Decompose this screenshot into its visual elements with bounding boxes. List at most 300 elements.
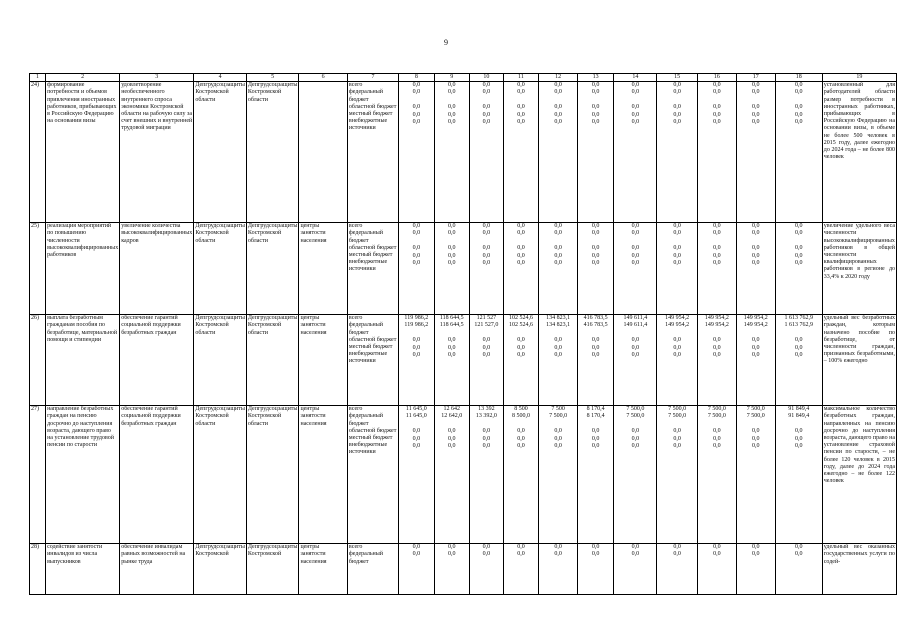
value-line: 0,0 <box>447 442 456 449</box>
value-cell-stack <box>777 406 821 450</box>
value-line: 0,0 <box>412 223 421 230</box>
value-line: 0,0 <box>482 223 491 230</box>
value-cell-stack <box>658 82 696 126</box>
value-line: 0,0 <box>412 252 421 259</box>
result-indicator: максимальное количество безработных граждан, направленных на пенсию досрочно до наступления возраста, дающего право на установление страховой пенсии по старости, – не более 120 человек в 2015 году, далее до 2024 года ежегодно – не более 122 человек <box>822 406 896 544</box>
value-line: 0,0 <box>412 118 421 125</box>
value-cell <box>434 544 469 595</box>
value-line: 0,0 <box>631 230 640 237</box>
value-cell <box>399 406 434 544</box>
value-line: 0,0 <box>751 337 760 344</box>
value-cell <box>736 544 775 595</box>
value-line: 8 170,4 <box>586 413 605 420</box>
value-line: 0,0 <box>591 544 600 551</box>
value-line: 0,0 <box>673 89 681 96</box>
value-cell <box>697 82 736 223</box>
value-line: 0,0 <box>412 230 421 237</box>
value-line: 0,0 <box>751 252 760 259</box>
value-line: 0,0 <box>554 111 562 118</box>
value-line: 0,0 <box>794 82 803 89</box>
value-line: 0,0 <box>751 351 760 358</box>
value-line: 134 823,1 <box>546 322 571 329</box>
value-cell <box>657 223 698 315</box>
value-line: 0,0 <box>517 245 525 252</box>
participants-text <box>299 82 347 223</box>
value-cell-stack <box>658 315 696 359</box>
value-line: 0,0 <box>794 428 803 435</box>
value-cell-stack <box>505 82 537 126</box>
value-cell <box>399 82 434 223</box>
value-line: 0,0 <box>713 351 721 358</box>
value-cell-stack <box>615 82 655 126</box>
value-cell <box>434 82 469 223</box>
funding-source-label: местный бюджет <box>348 111 393 118</box>
value-cell <box>469 223 503 315</box>
value-cell-stack <box>699 544 735 558</box>
value-cell <box>578 315 614 406</box>
value-line: 0,0 <box>412 111 421 118</box>
responsible-text: Депгрудсоцзащиты Костромской <box>246 544 299 595</box>
value-line: 0,0 <box>591 111 600 118</box>
value-cell-stack <box>471 315 502 359</box>
executor-text: Депгрудсоцзащиты Костромской области <box>194 82 247 223</box>
value-line: 0,0 <box>794 230 803 237</box>
funding-source-label: федеральный бюджет <box>348 322 384 336</box>
value-cell-stack <box>400 544 432 558</box>
value-line: 0,0 <box>591 223 600 230</box>
task-text: обеспечение гарантий социальной поддержки безработных граждан <box>120 315 194 406</box>
value-cell <box>614 406 657 544</box>
value-line: 0,0 <box>794 435 803 442</box>
value-cell <box>469 406 503 544</box>
value-line: 7 500,0 <box>549 413 568 420</box>
value-line: 0,0 <box>794 544 803 551</box>
value-line: 0,0 <box>673 223 681 230</box>
responsible-text: Депгрудсоцзащиты Костромской области <box>246 315 299 406</box>
responsible-text: Депгрудсоцзащиты Костромской области <box>246 223 299 315</box>
value-line: 0,0 <box>482 89 491 96</box>
value-line: 0,0 <box>713 82 721 89</box>
value-line: 0,0 <box>554 337 562 344</box>
value-cell-stack <box>400 82 432 126</box>
value-cell-stack <box>615 406 655 450</box>
value-line: 0,0 <box>591 230 600 237</box>
value-cell-stack <box>615 223 655 267</box>
value-cell-stack <box>699 406 735 450</box>
column-header: 7 <box>347 74 398 82</box>
funding-source-label: всего <box>348 406 363 413</box>
value-cell-stack <box>615 544 655 558</box>
value-line: 0,0 <box>447 82 456 89</box>
value-cell <box>434 406 469 544</box>
value-line: 0,0 <box>517 344 525 351</box>
value-line: 7 500 <box>551 406 565 413</box>
value-cell-stack <box>658 406 696 450</box>
value-line: 0,0 <box>713 245 721 252</box>
task-text: удовлетворение необеспеченного внутреннего спроса экономики Костромской области на рабочую силу за счет внешних и внутренней трудовой миграции <box>120 82 194 223</box>
participants-text: центры занятости населения <box>299 315 347 406</box>
value-line: 0,0 <box>591 252 600 259</box>
value-cell <box>775 82 822 223</box>
value-line: 0,0 <box>794 111 803 118</box>
value-cell-stack <box>436 82 468 126</box>
value-line: 0,0 <box>794 351 803 358</box>
value-line: 0,0 <box>517 435 525 442</box>
value-line: 149 954,2 <box>704 322 729 329</box>
value-cell-stack <box>436 315 468 359</box>
value-line: 0,0 <box>751 344 760 351</box>
value-cell-stack <box>471 406 502 450</box>
value-line: 0,0 <box>713 259 721 266</box>
value-line: 0,0 <box>482 111 491 118</box>
value-line: 0,0 <box>482 230 491 237</box>
column-header: 13 <box>578 74 614 82</box>
value-cell-stack <box>738 82 774 126</box>
value-line: 0,0 <box>447 351 456 358</box>
value-line: 416 783,5 <box>583 315 608 322</box>
value-cell-stack <box>579 315 612 359</box>
value-line: 0,0 <box>631 118 640 125</box>
value-line: 0,0 <box>447 435 456 442</box>
value-line: 0,0 <box>517 252 525 259</box>
value-line: 0,0 <box>631 82 640 89</box>
value-line: 0,0 <box>631 259 640 266</box>
value-line: 0,0 <box>713 344 721 351</box>
value-line: 0,0 <box>447 551 456 558</box>
value-line: 0,0 <box>554 223 562 230</box>
measure-name: направление безработных граждан на пенсию досрочно до наступления возраста, дающего право на установление трудовой пенсии по старости <box>46 406 120 544</box>
measure-name: содействие занятости инвалидов из числа выпускников <box>46 544 120 595</box>
value-line: 0,0 <box>631 544 640 551</box>
value-line: 0,0 <box>517 551 525 558</box>
value-line: 91 849,4 <box>788 406 810 413</box>
value-line: 149 611,4 <box>623 322 648 329</box>
value-line: 0,0 <box>517 89 525 96</box>
funding-sources-cell <box>347 315 398 406</box>
task-text: увеличение количества высококвалифицированных кадров <box>120 223 194 315</box>
task-text: обеспечение инвалидам равных возможностей на рынке труда <box>120 544 194 595</box>
value-cell <box>775 544 822 595</box>
funding-source-label: внебюджетные источники <box>348 259 388 273</box>
value-line: 0,0 <box>412 82 421 89</box>
value-line: 0,0 <box>447 223 456 230</box>
value-cell-stack <box>777 544 821 558</box>
funding-source-label: всего <box>348 315 363 322</box>
measure-name: формирование потребности и объемов привлечения иностранных работников, прибывающих в Российскую Федерацию на основании визы <box>46 82 120 223</box>
value-line: 0,0 <box>554 82 562 89</box>
value-line: 0,0 <box>517 230 525 237</box>
value-line: 8 170,4 <box>586 406 605 413</box>
value-line: 0,0 <box>751 259 760 266</box>
value-line: 0,0 <box>673 104 681 111</box>
value-cell <box>578 544 614 595</box>
value-line: 0,0 <box>794 442 803 449</box>
value-line: 0,0 <box>673 344 681 351</box>
value-cell <box>736 406 775 544</box>
value-line: 0,0 <box>713 337 721 344</box>
value-line: 0,0 <box>751 118 760 125</box>
value-line: 1 613 762,9 <box>784 322 813 329</box>
column-header: 3 <box>120 74 194 82</box>
column-header: 18 <box>775 74 822 82</box>
value-line: 0,0 <box>713 118 721 125</box>
value-line: 0,0 <box>673 428 681 435</box>
funding-source-label: федеральный бюджет <box>348 413 384 427</box>
column-header: 1 <box>30 74 46 82</box>
column-header: 4 <box>194 74 247 82</box>
funding-source-label: областной бюджет <box>348 103 397 110</box>
row-number: 27) <box>30 406 46 544</box>
value-cell <box>614 223 657 315</box>
value-cell-stack <box>699 315 735 359</box>
value-line: 0,0 <box>673 230 681 237</box>
page-number: 9 <box>444 38 448 47</box>
column-header: 6 <box>299 74 347 82</box>
value-line: 0,0 <box>447 252 456 259</box>
value-cell-stack <box>777 223 821 267</box>
value-line: 0,0 <box>713 111 721 118</box>
value-cell <box>736 223 775 315</box>
value-line: 0,0 <box>482 428 491 435</box>
value-line: 0,0 <box>517 118 525 125</box>
value-line: 0,0 <box>591 259 600 266</box>
value-line: 0,0 <box>447 428 456 435</box>
value-line: 0,0 <box>794 337 803 344</box>
value-line: 0,0 <box>412 245 421 252</box>
value-line: 0,0 <box>554 428 562 435</box>
value-line: 0,0 <box>751 442 760 449</box>
value-line: 0,0 <box>794 223 803 230</box>
value-line: 0,0 <box>713 428 721 435</box>
value-cell-stack <box>436 406 468 450</box>
funding-source-label: всего <box>348 544 363 551</box>
column-header: 14 <box>614 74 657 82</box>
value-line: 0,0 <box>482 551 491 558</box>
value-line: 0,0 <box>482 82 491 89</box>
value-line: 0,0 <box>517 223 525 230</box>
value-line: 0,0 <box>482 442 491 449</box>
participants-text: центры занятости населения <box>299 544 347 595</box>
value-cell-stack <box>777 82 821 126</box>
column-header: 2 <box>46 74 120 82</box>
value-cell <box>578 406 614 544</box>
value-line: 7 500,0 <box>707 413 726 420</box>
value-line: 0,0 <box>631 442 640 449</box>
executor-text: Депгрудсоцзащиты Костромской области <box>194 223 247 315</box>
value-line: 0,0 <box>751 223 760 230</box>
value-cell-stack <box>738 315 774 359</box>
value-line: 0,0 <box>447 111 456 118</box>
table-row <box>30 223 897 315</box>
value-line: 0,0 <box>482 351 491 358</box>
value-cell <box>503 406 538 544</box>
value-cell-stack <box>738 223 774 267</box>
value-cell <box>503 223 538 315</box>
value-line: 0,0 <box>412 344 421 351</box>
value-cell <box>399 223 434 315</box>
result-indicator: увеличение удельного веса численности высококвалифицированных работников в общей численности квалифицированных работников в регионе до 33,4% к 2020 году <box>822 223 896 315</box>
value-line: 0,0 <box>482 544 491 551</box>
value-line: 0,0 <box>591 104 600 111</box>
value-cell <box>469 315 503 406</box>
task-text: обеспечение гарантий социальной поддержки безработных граждан <box>120 406 194 544</box>
value-line: 0,0 <box>673 245 681 252</box>
value-cell <box>469 82 503 223</box>
funding-sources-cell <box>347 82 398 223</box>
value-line: 0,0 <box>794 551 803 558</box>
value-line: 0,0 <box>794 259 803 266</box>
value-cell <box>657 315 698 406</box>
value-line: 0,0 <box>591 442 600 449</box>
value-line: 0,0 <box>517 544 525 551</box>
value-cell-stack <box>579 223 612 267</box>
value-line: 0,0 <box>554 104 562 111</box>
value-line: 0,0 <box>482 252 491 259</box>
value-cell-stack <box>777 315 821 359</box>
value-line: 0,0 <box>713 104 721 111</box>
value-line: 0,0 <box>482 435 491 442</box>
column-number-row <box>30 74 897 82</box>
value-cell-stack <box>400 223 432 267</box>
value-cell-stack <box>615 315 655 359</box>
executor-text: Депгрудсоцзащиты Костромской области <box>194 315 247 406</box>
value-line: 119 986,2 <box>404 315 429 322</box>
executor-text: Депгрудсоцзащиты Костромской <box>194 544 247 595</box>
value-line: 0,0 <box>554 551 562 558</box>
value-line: 0,0 <box>447 259 456 266</box>
value-line: 0,0 <box>591 89 600 96</box>
value-line: 0,0 <box>554 118 562 125</box>
value-line: 0,0 <box>713 551 721 558</box>
value-cell <box>578 82 614 223</box>
value-cell <box>775 223 822 315</box>
value-cell-stack <box>540 544 576 558</box>
value-line: 0,0 <box>751 104 760 111</box>
value-cell-stack <box>540 315 576 359</box>
row-number: 25) <box>30 223 46 315</box>
table-row <box>30 544 897 595</box>
value-line: 119 986,2 <box>404 322 429 329</box>
participants-text: центры занятости населения <box>299 223 347 315</box>
value-line: 0,0 <box>482 259 491 266</box>
value-line: 0,0 <box>673 544 681 551</box>
value-cell-stack <box>400 315 432 359</box>
value-line: 149 954,2 <box>743 315 768 322</box>
value-cell-stack <box>738 406 774 450</box>
value-line: 8 500 <box>514 406 528 413</box>
column-header: 11 <box>503 74 538 82</box>
row-number: 28) <box>30 544 46 595</box>
column-header: 9 <box>434 74 469 82</box>
value-line: 0,0 <box>631 344 640 351</box>
value-cell <box>736 315 775 406</box>
result-indicator: установленный для работодателей области размер потребности в иностранных работниках, прибывающих в Российскую Федерацию на основании визы, в объеме не более 500 человек в 2015 году, далее ежегодно до 2024 года – не более 800 человек <box>822 82 896 223</box>
value-line: 0,0 <box>794 252 803 259</box>
value-cell <box>539 82 578 223</box>
value-cell <box>697 315 736 406</box>
value-line: 0,0 <box>751 230 760 237</box>
value-line: 0,0 <box>673 252 681 259</box>
value-cell-stack <box>699 82 735 126</box>
value-line: 0,0 <box>794 245 803 252</box>
value-cell-stack <box>505 315 537 359</box>
value-cell <box>399 315 434 406</box>
value-line: 0,0 <box>751 435 760 442</box>
value-line: 0,0 <box>591 245 600 252</box>
value-line: 0,0 <box>447 344 456 351</box>
funding-source-label: областной бюджет <box>348 336 397 343</box>
value-line: 0,0 <box>751 551 760 558</box>
value-line: 0,0 <box>412 104 421 111</box>
value-line: 149 954,2 <box>665 315 690 322</box>
value-line: 0,0 <box>447 89 456 96</box>
value-line: 0,0 <box>631 337 640 344</box>
value-line: 0,0 <box>591 435 600 442</box>
column-header: 17 <box>736 74 775 82</box>
value-cell-stack <box>471 223 502 267</box>
value-line: 7 500,0 <box>746 413 765 420</box>
funding-sources-cell <box>347 223 398 315</box>
value-line: 134 823,1 <box>546 315 571 322</box>
funding-source-label: местный бюджет <box>348 435 393 442</box>
value-cell-stack <box>471 82 502 126</box>
value-line: 0,0 <box>631 104 640 111</box>
column-header: 10 <box>469 74 503 82</box>
value-cell-stack <box>471 544 502 558</box>
value-line: 7 500,0 <box>668 406 687 413</box>
column-header: 8 <box>399 74 434 82</box>
value-line: 0,0 <box>517 259 525 266</box>
value-line: 149 954,2 <box>743 322 768 329</box>
value-line: 0,0 <box>794 344 803 351</box>
value-cell <box>503 544 538 595</box>
value-cell-stack <box>579 406 612 450</box>
value-line: 0,0 <box>751 245 760 252</box>
value-line: 149 611,4 <box>623 315 648 322</box>
value-cell <box>614 82 657 223</box>
value-cell <box>399 544 434 595</box>
value-line: 102 524,6 <box>508 315 533 322</box>
value-line: 0,0 <box>591 344 600 351</box>
value-cell-stack <box>540 406 576 450</box>
funding-source-label: областной бюджет <box>348 244 397 251</box>
value-line: 0,0 <box>713 442 721 449</box>
table-row <box>30 315 897 406</box>
value-line: 149 954,2 <box>665 322 690 329</box>
value-cell-stack <box>738 544 774 558</box>
value-line: 0,0 <box>673 551 681 558</box>
value-cell-stack <box>579 82 612 126</box>
value-cell-stack <box>505 223 537 267</box>
value-line: 0,0 <box>631 435 640 442</box>
value-line: 13 392 <box>478 406 495 413</box>
value-line: 0,0 <box>673 111 681 118</box>
column-header: 5 <box>246 74 299 82</box>
value-cell <box>614 315 657 406</box>
value-line: 0,0 <box>482 104 491 111</box>
value-cell-stack <box>540 82 576 126</box>
funding-sources-cell <box>347 406 398 544</box>
value-line: 0,0 <box>554 442 562 449</box>
funding-source-label: внебюджетные источники <box>348 118 388 132</box>
value-cell-stack <box>540 223 576 267</box>
value-line: 0,0 <box>482 337 491 344</box>
value-cell <box>657 82 698 223</box>
value-line: 0,0 <box>751 89 760 96</box>
value-line: 0,0 <box>412 428 421 435</box>
value-line: 0,0 <box>713 89 721 96</box>
value-line: 12 642 <box>443 406 460 413</box>
